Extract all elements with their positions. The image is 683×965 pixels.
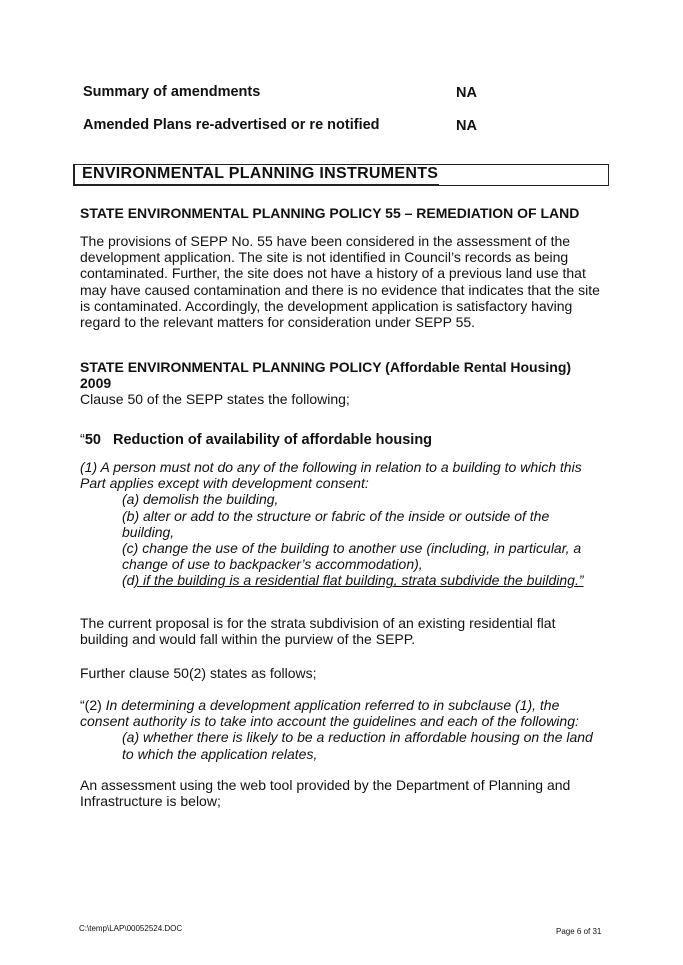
- sepp55-paragraph: [80, 233, 600, 330]
- sepp55-line: development application. The site is not identified in Council’s records as being: [80, 249, 569, 266]
- clause50-item: building,: [122, 523, 175, 540]
- clause50-sub1-cont: Part applies except with development consent:: [80, 475, 369, 492]
- assessment-line: Infrastructure is below;: [80, 793, 221, 810]
- sepp55-line: may have caused contamination and there is no evidence that indicates that the site: [80, 281, 600, 298]
- clause50-2-prefix: “(2): [80, 697, 102, 713]
- clause50-item: (c) change the use of the building to another use (including, in particular, a: [122, 540, 582, 557]
- section-title: ENVIRONMENTAL PLANNING INSTRUMENTS: [82, 165, 439, 182]
- clause50-2-text: In determining a development application referred to in subclause (1), the: [105, 697, 560, 713]
- clause50-number: 50: [84, 432, 101, 448]
- section-heading-box: [73, 164, 609, 186]
- summary-label-amendments: Summary of amendments: [83, 84, 261, 100]
- sepp55-heading: STATE ENVIRONMENTAL PLANNING POLICY 55 – REMEDIATION OF LAND: [80, 205, 580, 221]
- sepp55-line: is contaminated. Accordingly, the development application is satisfactory having: [80, 297, 573, 314]
- clause50-item-d-text: ) if the building is a residential flat building, strata subdivide the building.”: [134, 572, 584, 589]
- sepp55-line: contaminated. Further, the site does not have a history of a previous land use that: [80, 265, 586, 282]
- section-title-underline: [75, 184, 439, 185]
- summary-value-readvertised: NA: [456, 118, 477, 134]
- sepp55-line: The provisions of SEPP No. 55 have been considered in the assessment of the: [80, 233, 571, 249]
- clause50-2-line2: consent authority is to take into account the guidelines and each of the following:: [80, 713, 579, 730]
- clause50-item-d: [80, 572, 584, 588]
- sepp-arh-intro: Clause 50 of the SEPP states the following;: [80, 391, 350, 408]
- proposal-line: building and would fall within the purview of the SEPP.: [80, 631, 416, 648]
- clause50-2-item-a: (a) whether there is likely to be a reduction in affordable housing on the land: [122, 729, 593, 746]
- summary-value-amendments: NA: [456, 85, 477, 101]
- clause50-quote: “: [80, 432, 85, 448]
- sepp55-line: regard to the relevant matters for consideration under SEPP 55.: [80, 314, 476, 331]
- footer-file-path: C:\temp\LAP\00052524.DOC: [79, 924, 183, 933]
- clause50-item: change of use to backpacker’s accommodation),: [122, 556, 423, 573]
- assessment-paragraph: [80, 777, 570, 809]
- footer-page-number: Page 6 of 31: [556, 927, 602, 936]
- assessment-line: An assessment using the web tool provided by the Department of Planning and: [80, 777, 571, 793]
- clause50-item: (a) demolish the building,: [122, 491, 279, 508]
- clause50-2-item-a-cont: to which the application relates,: [122, 745, 318, 762]
- clause50-item: (b) alter or add to the structure or fabric of the inside or outside of the: [122, 507, 550, 524]
- clause50-2-line1: [80, 697, 593, 713]
- sepp-arh-heading: STATE ENVIRONMENTAL PLANNING POLICY (Affordable Rental Housing): [80, 359, 572, 375]
- clause50-2-body: [80, 697, 593, 762]
- summary-label-readvertised: Amended Plans re-advertised or re notified: [83, 117, 380, 133]
- clause50-item-d-prefix: (d: [122, 572, 135, 589]
- clause50-sub1: (1) A person must not do any of the following in relation to a building to which this: [80, 459, 582, 475]
- clause50-title: Reduction of availability of affordable housing: [113, 432, 433, 448]
- clause50-heading: [80, 432, 432, 448]
- clause50-body: [80, 459, 584, 589]
- proposal-line: The current proposal is for the strata subdivision of an existing residential flat: [80, 615, 556, 631]
- proposal-paragraph: [80, 615, 555, 647]
- further-clause-text: Further clause 50(2) states as follows;: [80, 665, 317, 681]
- sepp-arh-heading-year: 2009: [80, 375, 112, 392]
- sepp-arh-block: [80, 359, 571, 408]
